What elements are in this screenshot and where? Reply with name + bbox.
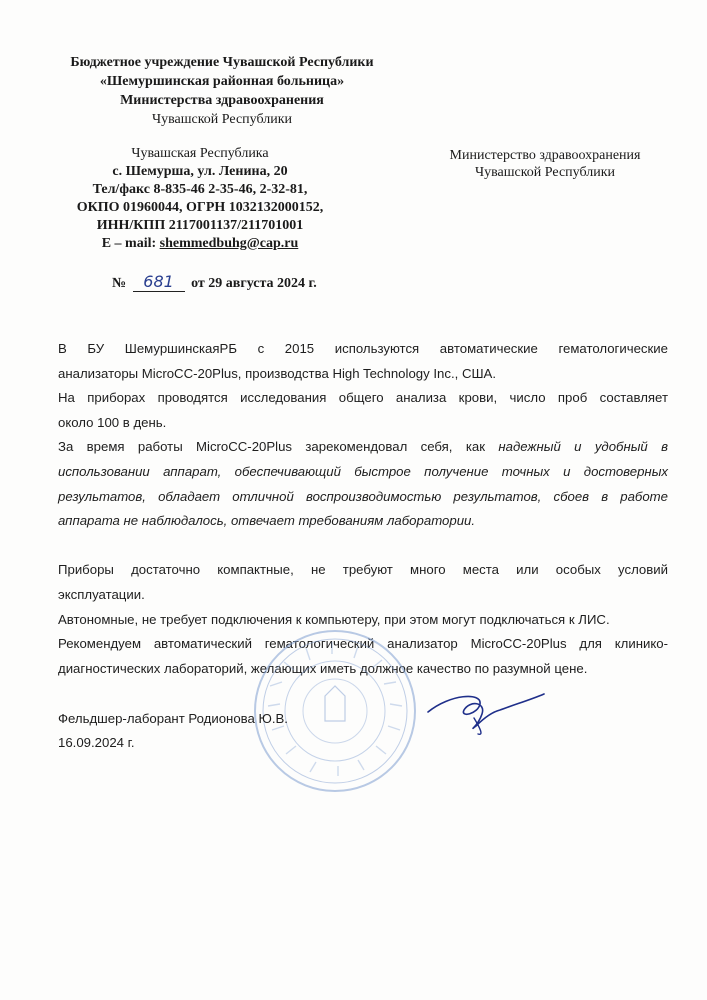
handwritten-signature	[420, 688, 550, 738]
number-sign: №	[112, 276, 127, 291]
org-name-line-1: Бюджетное учреждение Чувашской Республики	[70, 55, 374, 70]
org-name-line-4: Чувашской Республики	[151, 112, 293, 127]
body-line: Автономные, не требует подключения к компьютеру, при этом могут подключаться к ЛИС.	[58, 611, 610, 627]
email-label: E – mail:	[101, 236, 160, 251]
body-text: За время работы MicroCC-20Plus зарекомендовал себя, как	[58, 439, 499, 455]
address-line-4: ОКПО 01960044, ОГРН 1032132000152,	[76, 200, 324, 215]
email-line	[40, 235, 360, 253]
address-line-1: Чувашская Республика	[131, 146, 269, 161]
outgoing-date: от 29 августа 2024 г.	[191, 276, 317, 291]
address-line-5: ИНН/КПП 2117001137/211701001	[96, 218, 304, 233]
paragraph-gap	[58, 534, 668, 559]
body-line: около 100 в день.	[58, 414, 167, 430]
letterhead-organization	[40, 53, 404, 129]
body-line	[58, 485, 668, 510]
email-link[interactable]: shemmedbuhg@cap.ru	[159, 236, 299, 251]
body-italic-text: аппарата не наблюдалось, отвечает требованиям лаборатории.	[58, 513, 476, 529]
outgoing-number-field: 681	[133, 272, 185, 292]
body-line	[58, 509, 668, 534]
body-line: На приборах проводятся исследования общего анализа крови, число проб составляет	[58, 390, 668, 406]
body-italic-text: использовании аппарат, обеспечивающий быстрое получение точных и достоверных	[58, 463, 668, 479]
address-line-3: Тел/факс 8-835-46 2-35-46, 2-32-81,	[92, 182, 308, 197]
outgoing-number-line	[112, 272, 317, 292]
recipient-line-1: Министерство здравоохранения	[449, 148, 641, 163]
body-line: В БУ ШемуршинскаяРБ с 2015 используются автоматические гематологические	[58, 341, 668, 356]
body-line: эксплуатации.	[58, 586, 145, 602]
signer-name: Фельдшер-лаборант Родионова Ю.В.	[58, 711, 288, 726]
signature-block	[58, 707, 288, 755]
body-line: Приборы достаточно компактные, не требуют много места или особых условий	[58, 562, 668, 578]
letterhead-address	[40, 145, 360, 253]
body-italic-text: надежный и удобный в	[498, 439, 669, 455]
body-italic-text: результатов, обладает отличной воспроизводимостью результатов, сбоев в работе	[58, 488, 668, 504]
org-name-line-3: Министерства здравоохранения	[120, 93, 324, 108]
body-line: анализаторы MicroCC-20Plus, производства High Technology Inc., США.	[58, 365, 497, 381]
recipient-block	[420, 147, 670, 181]
body-line	[58, 435, 668, 460]
org-name-line-2: «Шемуршинская районная больница»	[99, 74, 345, 89]
body-line: диагностических лабораторий, желающих иметь должное качество по разумной цене.	[58, 660, 588, 676]
body-line: Рекомендуем автоматический гематологический анализатор MicroCC-20Plus для клинико-	[58, 636, 668, 652]
body-line	[58, 460, 668, 485]
recipient-line-2: Чувашской Республики	[474, 165, 616, 180]
signature-date: 16.09.2024 г.	[58, 735, 135, 750]
address-line-2: с. Шемурша, ул. Ленина, 20	[112, 164, 288, 179]
